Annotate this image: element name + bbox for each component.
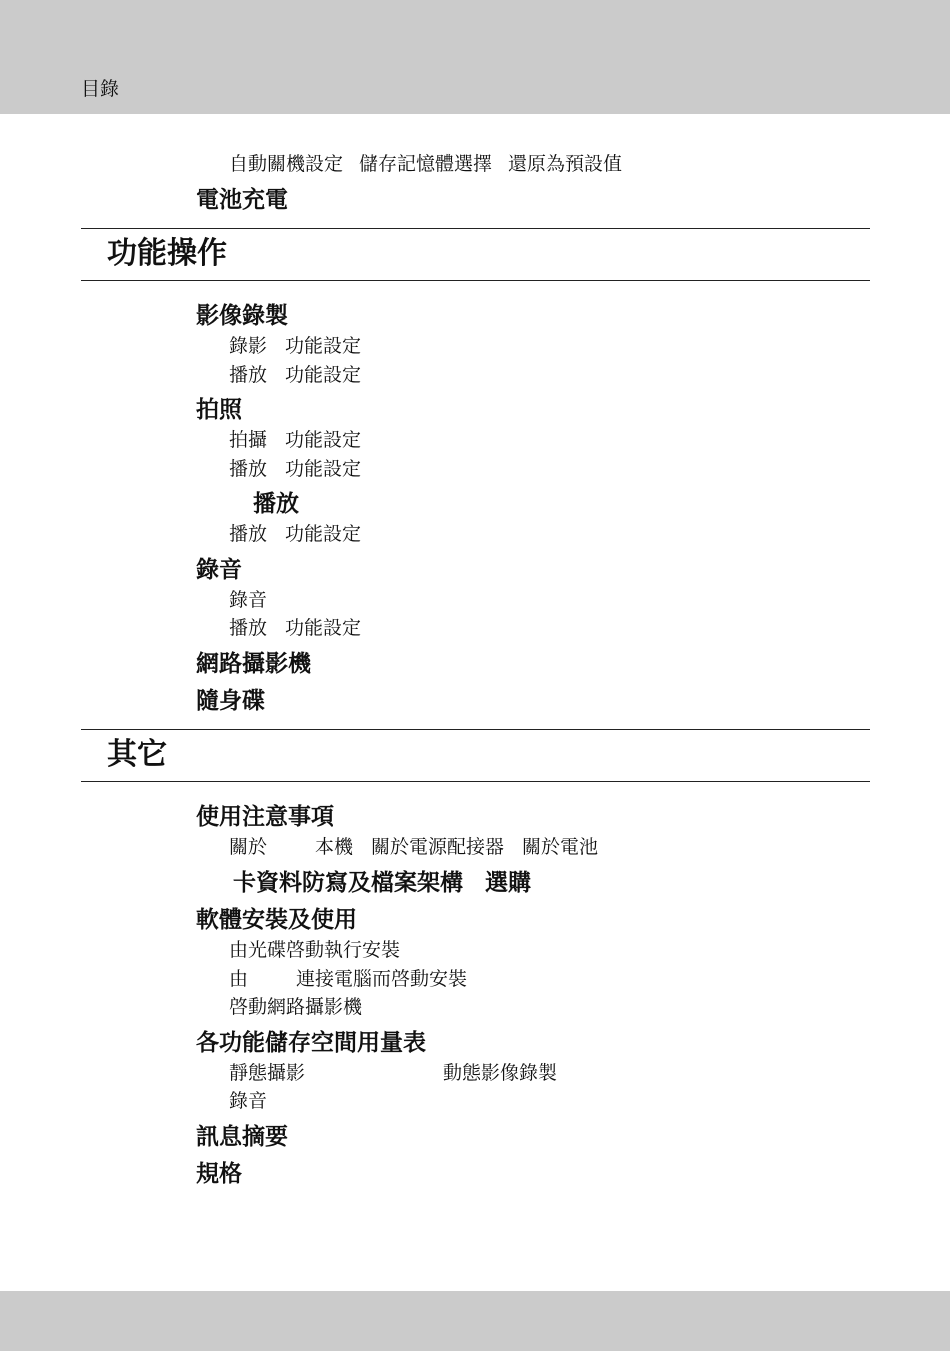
toc-text: 功能設定 [285, 523, 362, 545]
toc-entry-setup-items[interactable] [229, 152, 622, 176]
toc-text: 功能設定 [285, 458, 362, 480]
toc-entry-precautions[interactable]: 使用注意事項 [196, 804, 334, 830]
section-divider [81, 280, 870, 281]
section-divider [81, 781, 870, 782]
toc-text: 還原為預設值 [508, 153, 623, 175]
toc-entry-specs[interactable]: 規格 [196, 1161, 242, 1187]
toc-text: 播放 [229, 458, 268, 480]
toc-text: 自動關機設定 [229, 153, 344, 175]
toc-text: 由 [229, 968, 249, 990]
toc-text: 本機 [315, 836, 354, 858]
toc-text: 功能設定 [285, 429, 362, 451]
toc-subentry[interactable]: 錄音 [229, 589, 268, 611]
toc-subentry[interactable] [229, 522, 361, 546]
toc-text: 連接電腦而啓動安裝 [296, 968, 468, 990]
toc-subentry[interactable] [229, 835, 598, 859]
toc-entry-playback[interactable]: 播放 [253, 491, 299, 517]
toc-text: 卡資料防寫及檔案架構 [233, 870, 463, 896]
toc-text: 播放 [229, 364, 268, 386]
toc-text: 播放 [229, 617, 268, 639]
toc-subentry[interactable] [229, 457, 361, 481]
toc-subentry[interactable]: 由光碟啓動執行安裝 [229, 939, 401, 961]
section-divider [81, 228, 870, 229]
toc-subentry[interactable]: 錄音 [229, 1090, 268, 1112]
toc-text: 播放 [229, 523, 268, 545]
toc-entry-photo[interactable]: 拍照 [196, 397, 242, 423]
toc-entry-card-section[interactable] [233, 869, 531, 897]
chapter-title-other[interactable]: 其它 [107, 737, 167, 772]
chapter-title-functions[interactable]: 功能操作 [107, 236, 227, 271]
toc-text: 關於電池 [522, 836, 599, 858]
toc-entry-software[interactable]: 軟體安裝及使用 [196, 907, 357, 933]
page-header-label: 目錄 [81, 78, 120, 100]
toc-text: 錄影 [229, 335, 268, 357]
section-divider [81, 729, 870, 730]
toc-text: 功能設定 [285, 617, 362, 639]
toc-text: 動態影像錄製 [443, 1062, 558, 1084]
toc-text: 功能設定 [285, 364, 362, 386]
toc-subentry[interactable] [229, 428, 361, 452]
toc-subentry[interactable] [229, 616, 361, 640]
toc-entry-usb-drive[interactable]: 隨身碟 [196, 688, 265, 714]
toc-subentry[interactable] [229, 334, 361, 358]
toc-entry-audio[interactable]: 錄音 [196, 557, 242, 583]
toc-text: 功能設定 [285, 335, 362, 357]
toc-text: 關於 [229, 836, 268, 858]
toc-subentry[interactable] [229, 363, 361, 387]
toc-subentry[interactable]: 啓動網路攝影機 [229, 996, 363, 1018]
toc-entry-messages[interactable]: 訊息摘要 [196, 1124, 288, 1150]
toc-entry-video-recording[interactable]: 影像錄製 [196, 303, 288, 329]
toc-text: 靜態攝影 [229, 1062, 306, 1084]
toc-text: 關於電源配接器 [371, 836, 505, 858]
toc-text: 拍攝 [229, 429, 268, 451]
toc-entry-storage-table[interactable]: 各功能儲存空間用量表 [196, 1030, 426, 1056]
footer-band [0, 1291, 950, 1351]
header-band [0, 0, 950, 114]
toc-subentry[interactable] [229, 1061, 557, 1085]
toc-text: 儲存記憶體選擇 [359, 153, 493, 175]
toc-subentry[interactable] [229, 967, 467, 991]
toc-text: 選購 [485, 870, 531, 896]
toc-entry-webcam[interactable]: 網路攝影機 [196, 651, 311, 677]
toc-entry-battery-charge[interactable]: 電池充電 [196, 187, 288, 213]
